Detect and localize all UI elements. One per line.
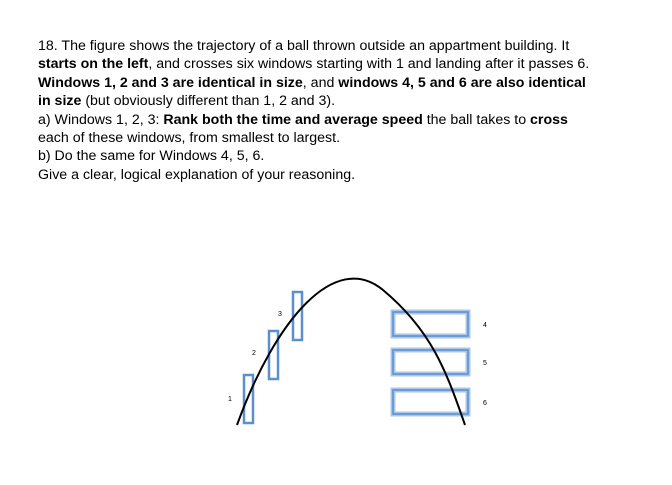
window-1-frame bbox=[244, 375, 253, 423]
window-2 bbox=[269, 331, 278, 379]
problem-text: the ball takes to bbox=[422, 111, 531, 128]
problem-text: (but obviously different than 1, 2 and 3). bbox=[81, 93, 336, 110]
window-4-frame bbox=[393, 312, 468, 336]
problem-bold-text: in size bbox=[38, 93, 82, 110]
window-2-frame bbox=[269, 331, 278, 379]
problem-bold-text: Rank both the time and average speed bbox=[163, 111, 423, 128]
window-3-label: 3 bbox=[278, 311, 282, 318]
problem-text: Give a clear, logical explanation of your reasoning. bbox=[38, 166, 356, 183]
window-5-label: 5 bbox=[483, 360, 487, 367]
window-4-outer bbox=[393, 312, 468, 336]
problem-text: , and crosses six windows starting with 1 and landing after it passes 6. bbox=[148, 56, 590, 73]
window-1 bbox=[244, 375, 253, 423]
window-1-label: 1 bbox=[228, 396, 232, 403]
problem-text: b) Do the same for Windows 4, 5, 6. bbox=[38, 148, 265, 165]
problem-bold-text: cross bbox=[530, 111, 568, 128]
problem-text: , and bbox=[302, 74, 339, 91]
window-5-frame bbox=[393, 350, 468, 374]
problem-text: 18. The figure shows the trajectory of a ball thrown outside an appartment building. It bbox=[38, 38, 570, 54]
window-5 bbox=[393, 350, 468, 374]
problem-bold-text: Windows 1, 2 and 3 are identical in size bbox=[38, 74, 303, 91]
problem-text: a) Windows 1, 2, 3: bbox=[38, 111, 164, 128]
window-6-label: 6 bbox=[483, 400, 487, 407]
window-4-label: 4 bbox=[483, 322, 487, 329]
window-4 bbox=[393, 312, 468, 336]
window-2-label: 2 bbox=[252, 350, 256, 357]
problem-text: each of these windows, from smallest to largest. bbox=[38, 130, 341, 147]
window-5-outer bbox=[393, 350, 468, 374]
problem-bold-text: windows 4, 5 and 6 are also identical bbox=[338, 74, 586, 91]
problem-bold-text: starts on the left bbox=[38, 56, 149, 73]
